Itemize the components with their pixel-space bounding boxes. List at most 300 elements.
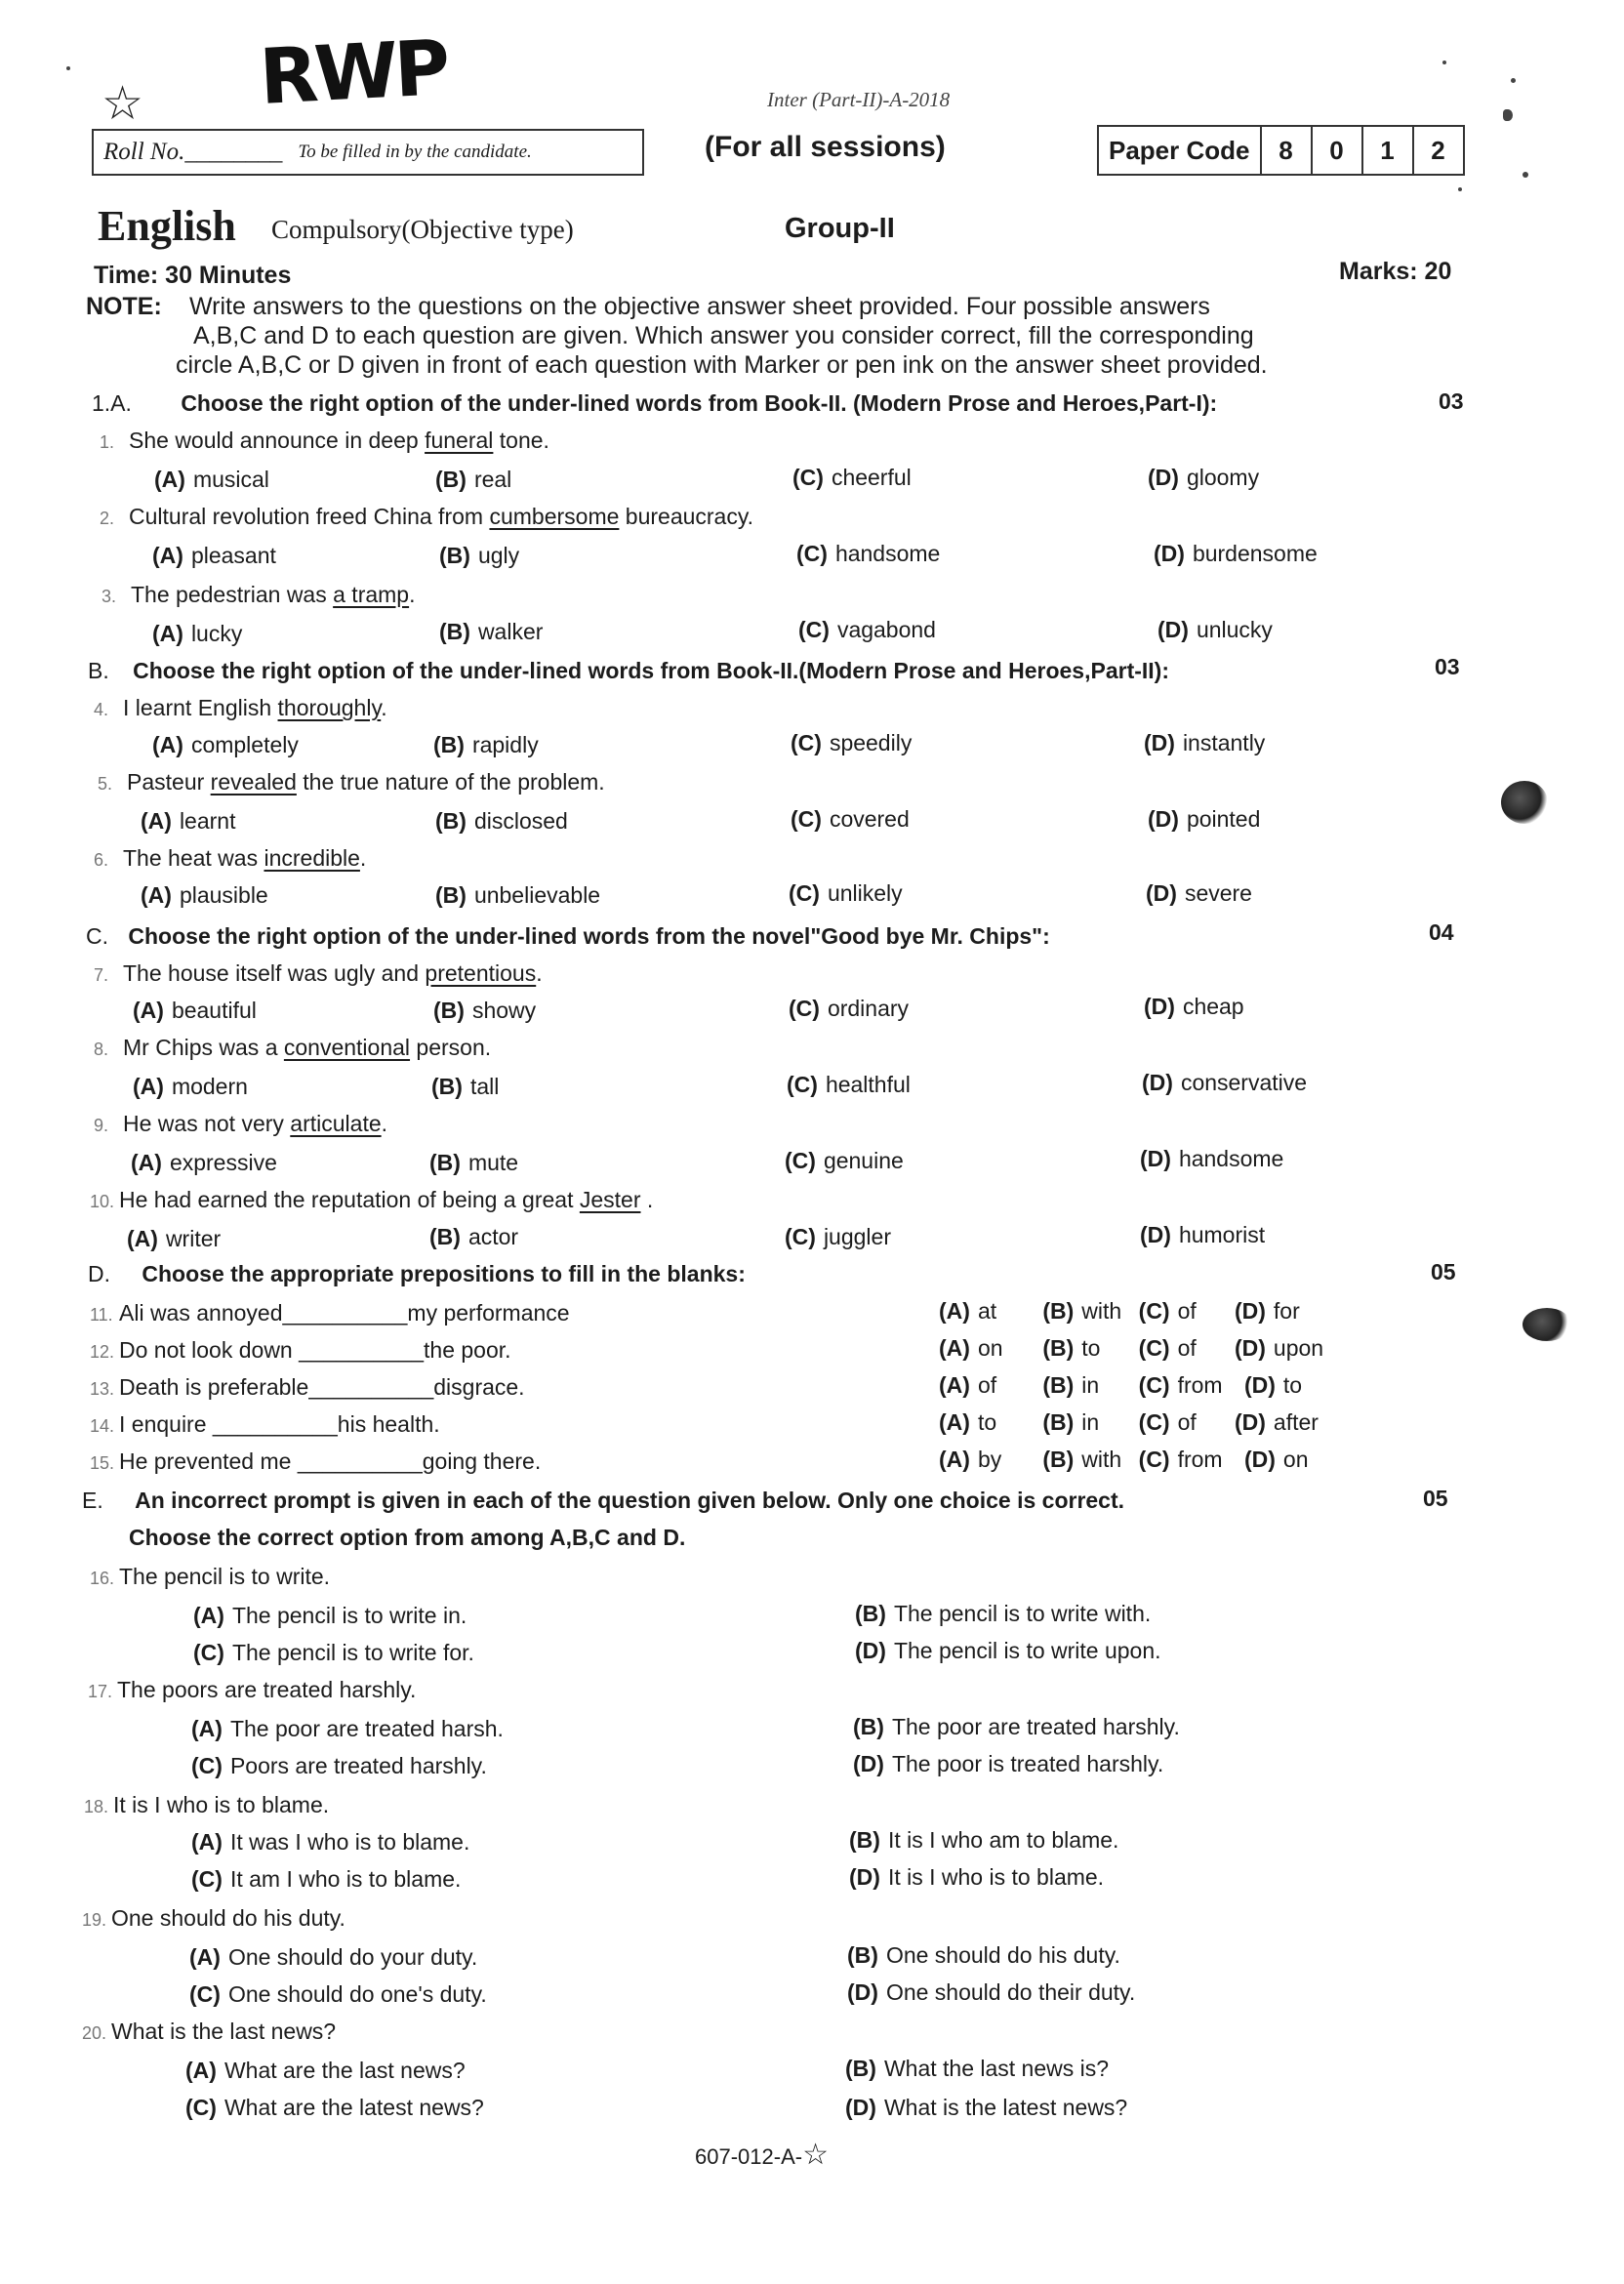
question-number: 7. (94, 965, 109, 985)
option-text: to (1282, 1372, 1303, 1398)
question-text (82, 1905, 345, 1932)
option-text: One should do one's duty. (227, 1981, 487, 2007)
ink-blot-decoration (1501, 781, 1548, 824)
option-a (191, 1829, 469, 1856)
option-label: (A) (141, 882, 172, 908)
option-label: (A) (154, 467, 185, 492)
option-label: (C) (191, 1866, 223, 1892)
question-number: 10. (90, 1192, 115, 1211)
option-c (1139, 1335, 1229, 1361)
option-text: handsome (1178, 1146, 1284, 1171)
option-c (791, 806, 910, 833)
option-label: (D) (1148, 806, 1179, 832)
option-label: (A) (939, 1409, 970, 1435)
option-label: (C) (1138, 1409, 1170, 1435)
option-label: (A) (131, 1150, 162, 1175)
option-b (1042, 1372, 1132, 1398)
paper-code-box (1097, 125, 1465, 176)
option-c (189, 1981, 487, 2008)
question-part: Ali was annoyed__________my performance (119, 1300, 570, 1326)
question-part: the true nature of the problem. (296, 769, 605, 795)
option-label: (C) (785, 1224, 816, 1249)
underlined-word: Jester (579, 1187, 641, 1212)
option-c (191, 1753, 487, 1779)
option-c (1139, 1409, 1229, 1435)
option-text: It is I who am to blame. (887, 1827, 1119, 1853)
option-d (1148, 465, 1259, 491)
question-part: The house itself was ugly and (123, 960, 426, 986)
question-number: 6. (94, 850, 109, 870)
time-label: Time: 30 Minutes (94, 262, 292, 289)
question-part: . (640, 1187, 654, 1212)
option-d (1235, 1335, 1323, 1361)
option-text: showy (471, 998, 537, 1023)
option-text: disclosed (473, 808, 568, 834)
option-label: (A) (133, 998, 164, 1023)
option-label: (C) (1138, 1298, 1170, 1324)
question-text (90, 1337, 511, 1364)
question-part: The pedestrian was (131, 582, 334, 607)
footer-code-text: 607-012-A- (695, 2144, 803, 2169)
option-text: writer (165, 1226, 222, 1251)
option-label: (D) (1243, 1372, 1276, 1398)
option-text: of (1177, 1335, 1197, 1361)
option-text: ugly (477, 543, 520, 568)
question-number: 16. (90, 1569, 115, 1588)
question-part: Cultural revolution freed China from (129, 504, 490, 529)
underlined-word: conventional (283, 1035, 411, 1060)
option-text: healthful (825, 1072, 911, 1097)
note-line: A,B,C and D to each question are given. Which answer you consider correct, fill the corresponding (193, 322, 1254, 349)
scan-speck-decoration (1522, 172, 1528, 178)
option-a (185, 2058, 466, 2084)
option-label: (A) (152, 543, 183, 568)
option-text: juggler (823, 1224, 891, 1249)
option-text: What the last news is? (883, 2056, 1110, 2081)
option-c (785, 1224, 891, 1250)
option-text: cheerful (831, 465, 912, 490)
option-text: at (977, 1298, 997, 1324)
section-title: Choose the appropriate prepositions to fill in the blanks: (142, 1261, 746, 1286)
question-part: Death is preferable__________disgrace. (119, 1374, 525, 1400)
option-text: unlucky (1196, 617, 1273, 642)
footer-code (695, 2138, 829, 2172)
option-d (1235, 1409, 1319, 1435)
option-label: (B) (429, 1150, 461, 1175)
option-row (939, 1335, 1323, 1362)
option-label: (C) (791, 730, 822, 755)
option-label: (C) (1138, 1335, 1170, 1361)
question-part: What is the last news? (111, 2019, 337, 2044)
section-title: Choose the right option of the under-lined words from Book-II. (Modern Prose and Heroes,Part-I): (181, 390, 1218, 416)
question-number: 8. (94, 1040, 109, 1059)
option-b (855, 1601, 1151, 1627)
section-b-header (88, 658, 1169, 684)
option-label: (C) (785, 1148, 816, 1173)
option-label: (A) (939, 1447, 970, 1472)
section-d-header (88, 1261, 746, 1287)
option-label: (D) (1234, 1335, 1266, 1361)
note-label: NOTE: (86, 293, 162, 320)
option-c (787, 1072, 911, 1098)
question-part: It is I who is to blame. (113, 1792, 330, 1817)
option-label: (B) (855, 1601, 886, 1626)
option-b (1042, 1409, 1132, 1435)
option-label: (A) (141, 808, 172, 834)
option-label: (C) (191, 1753, 223, 1778)
option-text: of (1177, 1409, 1197, 1435)
option-row (939, 1298, 1300, 1325)
option-text: It is I who is to blame. (887, 1864, 1105, 1890)
option-text: What are the last news? (223, 2058, 466, 2083)
option-label: (D) (1234, 1298, 1266, 1324)
option-c (792, 465, 912, 491)
question-number: 4. (94, 700, 109, 719)
option-text: It was I who is to blame. (229, 1829, 470, 1855)
question-text (90, 1187, 653, 1213)
option-text: unbelievable (473, 882, 601, 908)
sessions-label: (For all sessions) (705, 131, 946, 163)
option-row (939, 1447, 1309, 1473)
option-label: (B) (1042, 1409, 1075, 1435)
option-label: (D) (845, 2095, 876, 2120)
rwp-stamp: RWP (257, 24, 449, 122)
question-number: 13. (90, 1379, 115, 1399)
option-label: (D) (1157, 617, 1189, 642)
option-b (429, 1150, 518, 1176)
option-label: (A) (939, 1335, 970, 1361)
option-row (939, 1372, 1302, 1399)
question-part: tone. (493, 428, 549, 453)
question-part: The poors are treated harshly. (117, 1677, 417, 1702)
option-text: The pencil is to write with. (893, 1601, 1152, 1626)
option-text: mute (467, 1150, 519, 1175)
option-label: (D) (1234, 1409, 1266, 1435)
note-line: Write answers to the questions on the objective answer sheet provided. Four possible answers (189, 293, 1210, 320)
option-a (127, 1226, 221, 1252)
option-text: gloomy (1186, 465, 1260, 490)
option-label: (B) (847, 1942, 878, 1968)
star-icon: ☆ (102, 78, 144, 130)
option-label: (C) (787, 1072, 818, 1097)
option-text: Poors are treated harshly. (229, 1753, 487, 1778)
section-title: An incorrect prompt is given in each of the question given below. Only one choice is correct. (135, 1488, 1125, 1513)
question-text (90, 1448, 541, 1475)
question-text (98, 769, 605, 795)
section-marks: 03 (1439, 388, 1464, 414)
question-number: 14. (90, 1416, 115, 1436)
option-label: (A) (189, 1944, 221, 1970)
question-number: 12. (90, 1342, 115, 1362)
option-label: (B) (439, 543, 470, 568)
option-d (1157, 617, 1273, 643)
option-text: expressive (169, 1150, 277, 1175)
scan-speck-decoration (66, 66, 70, 70)
option-b (1042, 1447, 1132, 1472)
option-label: (C) (789, 996, 820, 1021)
option-label: (B) (845, 2056, 876, 2081)
option-d (1148, 806, 1260, 833)
option-b (431, 1074, 499, 1100)
option-label: (C) (193, 1640, 224, 1665)
option-a (152, 732, 299, 758)
option-text: in (1081, 1372, 1100, 1398)
section-c-header (86, 923, 1050, 950)
option-a (191, 1716, 504, 1742)
option-label: (D) (1243, 1447, 1276, 1472)
option-text: One should do his duty. (885, 1942, 1120, 1968)
option-label: (C) (796, 541, 828, 566)
roll-label: Roll No.________ (103, 139, 283, 165)
option-text: unlikely (827, 880, 903, 906)
question-part: Do not look down __________the poor. (119, 1337, 511, 1363)
question-number: 20. (82, 2023, 107, 2043)
question-part: . (536, 960, 543, 986)
option-text: plausible (179, 882, 268, 908)
option-label: (C) (185, 2095, 217, 2120)
option-b (845, 2056, 1109, 2082)
option-text: musical (192, 467, 269, 492)
question-number: 15. (90, 1453, 115, 1473)
underlined-word: thoroughly (277, 695, 382, 720)
option-c (798, 617, 936, 643)
option-text: upon (1273, 1335, 1324, 1361)
option-label: (B) (433, 732, 465, 757)
option-c (1139, 1447, 1238, 1472)
option-text: after (1273, 1409, 1319, 1435)
option-label: (C) (791, 806, 822, 832)
paper-code-digit: 2 (1431, 135, 1445, 165)
option-label: (D) (849, 1864, 880, 1890)
option-a (939, 1335, 1036, 1361)
option-label: (B) (431, 1074, 463, 1099)
option-a (939, 1409, 1036, 1435)
question-number: 9. (94, 1116, 109, 1135)
option-b (847, 1942, 1120, 1969)
option-c (1139, 1372, 1238, 1398)
section-title: Choose the right option of the under-lined words from the novel"Good bye Mr. Chips": (128, 923, 1050, 949)
section-marks: 04 (1429, 919, 1454, 945)
option-b (1042, 1298, 1132, 1324)
question-part: One should do his duty. (111, 1905, 345, 1931)
section-e-header (82, 1488, 1124, 1514)
option-text: The pencil is to write in. (231, 1603, 467, 1628)
option-text: ordinary (827, 996, 910, 1021)
option-label: (C) (792, 465, 824, 490)
option-text: conservative (1180, 1070, 1308, 1095)
star-icon: ☆ (802, 2139, 829, 2171)
question-text (84, 1792, 329, 1818)
option-b (433, 732, 539, 758)
option-text: pleasant (190, 543, 276, 568)
option-text: handsome (834, 541, 941, 566)
option-label: (A) (939, 1298, 970, 1324)
question-text (100, 504, 753, 530)
option-d (1235, 1298, 1300, 1324)
question-text (94, 1035, 491, 1061)
option-a (141, 882, 268, 909)
section-title: Choose the right option of the under-lined words from Book-II.(Modern Prose and Heroes,Part-II): (133, 658, 1169, 683)
marks-label: Marks: 20 (1339, 258, 1452, 285)
option-text: on (977, 1335, 1003, 1361)
paper-code-digit: 8 (1262, 127, 1313, 174)
section-a-header (92, 390, 1217, 417)
option-text: genuine (823, 1148, 904, 1173)
option-label: (B) (433, 998, 465, 1023)
option-a (131, 1150, 277, 1176)
option-b (439, 543, 519, 569)
ink-blot-decoration (1522, 1308, 1571, 1341)
option-label: (B) (429, 1224, 461, 1249)
question-part: The heat was (123, 845, 264, 871)
option-d (1140, 1222, 1265, 1248)
underlined-word: cumbersome (489, 504, 620, 529)
question-number: 19. (82, 1910, 107, 1930)
option-a (189, 1944, 477, 1971)
option-label: (B) (849, 1827, 880, 1853)
section-label: C. (86, 923, 108, 949)
option-d (1244, 1372, 1302, 1398)
option-text: instantly (1182, 730, 1266, 755)
roll-hint: To be filled in by the candidate. (298, 142, 532, 162)
question-text (88, 1677, 416, 1703)
option-a (154, 467, 269, 493)
option-label: (B) (1042, 1447, 1075, 1472)
subject-title: English (98, 202, 236, 250)
option-text: for (1273, 1298, 1300, 1324)
roll-number-box (92, 129, 644, 176)
underlined-word: funeral (425, 428, 494, 453)
option-text: burdensome (1192, 541, 1318, 566)
option-label: (A) (133, 1074, 164, 1099)
question-text (94, 695, 387, 721)
question-part: I enquire __________his health. (119, 1411, 440, 1437)
option-b (439, 619, 543, 645)
option-text: modern (171, 1074, 248, 1099)
question-part: He prevented me __________going there. (119, 1448, 542, 1474)
option-d (849, 1864, 1104, 1891)
option-text: rapidly (471, 732, 539, 757)
option-label: (B) (439, 619, 470, 644)
question-part: person. (410, 1035, 492, 1060)
option-text: by (977, 1447, 1002, 1472)
question-part: bureaucracy. (619, 504, 754, 529)
group-label: Group-II (785, 213, 895, 244)
option-text: What are the latest news? (223, 2095, 484, 2120)
question-part: Mr Chips was a (123, 1035, 284, 1060)
option-label: (D) (1146, 880, 1177, 906)
option-text: It am I who is to blame. (229, 1866, 462, 1892)
underlined-word: pretentious (425, 960, 537, 986)
option-text: with (1081, 1447, 1122, 1472)
option-a (152, 621, 242, 647)
option-label: (D) (853, 1751, 884, 1776)
question-text (94, 960, 543, 987)
option-label: (D) (1140, 1222, 1171, 1247)
section-label: B. (88, 658, 109, 683)
option-b (433, 998, 536, 1024)
question-text (90, 1374, 525, 1401)
option-c (1139, 1298, 1229, 1324)
option-c (789, 880, 903, 907)
option-label: (B) (1042, 1335, 1075, 1361)
option-label: (C) (789, 880, 820, 906)
option-c (185, 2095, 484, 2121)
option-text: The poor is treated harshly. (891, 1751, 1164, 1776)
question-part: . (381, 695, 387, 720)
option-label: (D) (855, 1638, 886, 1663)
question-text (90, 1300, 570, 1326)
option-label: (C) (189, 1981, 221, 2007)
option-label: (D) (1144, 994, 1175, 1019)
option-d (847, 1979, 1135, 2006)
question-text (102, 582, 416, 608)
question-number: 3. (102, 587, 117, 606)
option-label: (B) (1042, 1298, 1075, 1324)
option-text: cheap (1182, 994, 1244, 1019)
option-d (1140, 1146, 1283, 1172)
underlined-word: revealed (210, 769, 297, 795)
option-b (435, 808, 568, 835)
question-text (90, 1564, 330, 1590)
option-b (849, 1827, 1118, 1854)
question-part: . (409, 582, 416, 607)
option-d (1146, 880, 1252, 907)
paper-code-digit: 0 (1313, 127, 1363, 174)
option-c (796, 541, 940, 567)
option-c (191, 1866, 461, 1893)
paper-code-label: Paper Code (1099, 127, 1262, 174)
option-a (152, 543, 276, 569)
option-text: to (977, 1409, 997, 1435)
option-text: to (1081, 1335, 1101, 1361)
scan-speck-decoration (1458, 187, 1462, 191)
note-line: circle A,B,C or D given in front of each question with Marker or pen ink on the answer sheet provided. (176, 351, 1268, 379)
option-text: The poor are treated harsh. (229, 1716, 504, 1741)
option-label: (B) (435, 467, 467, 492)
question-part: The pencil is to write. (119, 1564, 331, 1589)
option-b (1042, 1335, 1132, 1361)
option-label: (A) (193, 1603, 224, 1628)
option-b (435, 882, 600, 909)
section-label: D. (88, 1261, 110, 1286)
question-part: Pasteur (127, 769, 211, 795)
option-text: vagabond (836, 617, 936, 642)
option-text: severe (1184, 880, 1252, 906)
scan-speck-decoration (1511, 78, 1516, 83)
option-label: (A) (191, 1716, 223, 1741)
option-d (1244, 1447, 1309, 1472)
option-a (141, 808, 235, 835)
option-d (855, 1638, 1161, 1664)
option-text: learnt (179, 808, 236, 834)
subject-type: Compulsory(Objective type) (271, 215, 574, 244)
option-label: (A) (152, 621, 183, 646)
question-number: 11. (90, 1305, 113, 1325)
option-label: (A) (939, 1372, 970, 1398)
section-marks: 05 (1431, 1259, 1456, 1285)
section-marks: 03 (1435, 654, 1460, 679)
option-text: lucky (190, 621, 243, 646)
option-label: (A) (185, 2058, 217, 2083)
option-label: (D) (1154, 541, 1185, 566)
option-a (193, 1603, 467, 1629)
option-label: (D) (1140, 1146, 1171, 1171)
option-label: (A) (191, 1829, 223, 1855)
option-text: actor (467, 1224, 519, 1249)
section-label: E. (82, 1488, 103, 1513)
question-number: 1. (100, 432, 115, 452)
